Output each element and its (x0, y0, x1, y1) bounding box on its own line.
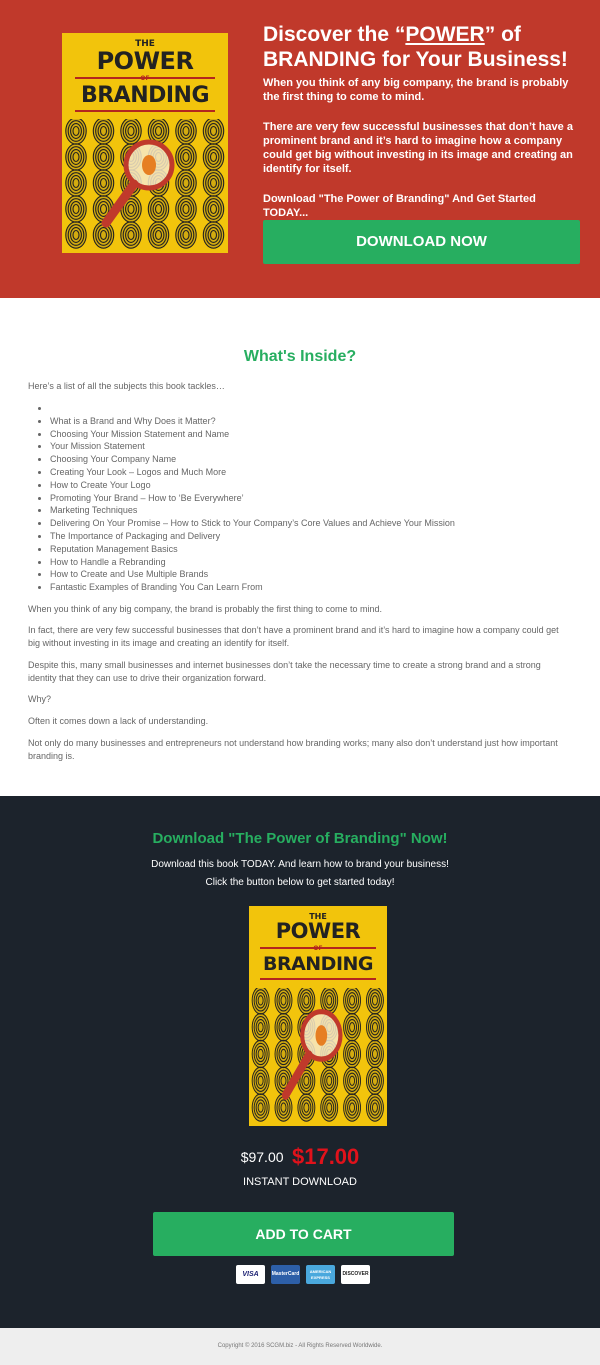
footer (0, 1328, 600, 1365)
cover-the-text: THE (135, 39, 155, 49)
whats-inside-title: What's Inside? (243, 348, 357, 365)
topic-item: • Creating Your Look – Logos and Much More (50, 466, 590, 479)
topic-item: • Marketing Techniques (50, 504, 590, 517)
body-paragraph: Despite this, many small businesses and internet businesses don’t take the necessary time to create a strong brand and a strong identity that they can use to drive their organization forward. (28, 660, 541, 683)
cover-rule (260, 978, 376, 980)
topic-item: • Delivering On Your Promise – How to Stick to Your Company’s Core Values and Achieve Your Mission (50, 517, 590, 530)
body-paragraph: Often it comes down a lack of understanding. (28, 716, 209, 726)
cover-of-text: OF (313, 945, 323, 952)
cover-rule (75, 110, 214, 112)
topic-item: • Choosing Your Company Name (50, 453, 590, 466)
book-cover-image (62, 33, 228, 253)
book-cover-image (249, 906, 387, 1126)
hero-title: Discover the “POWER” of BRANDING for Your Business! (263, 23, 568, 71)
topics-list (50, 402, 590, 594)
payment-cards (236, 1265, 372, 1285)
topic-item: • Your Mission Statement (50, 440, 590, 453)
topic-item: • How to Create and Use Multiple Brands (50, 568, 590, 581)
fingerprints-magnifier-icon (249, 988, 387, 1122)
add-to-cart-button[interactable]: ADD TO CART (153, 1212, 454, 1256)
cover-power-text: POWER (96, 47, 194, 75)
topic-item: • How to Handle a Rebranding (50, 556, 590, 569)
hero-paragraph-2: There are very few successful businesses that don’t have a prominent brand and it’s hard to imagine how a company could get big without investing in its image and creating an identify for itself. (263, 121, 573, 175)
cover-of-text: OF (140, 75, 150, 82)
topic-item: • Reputation Management Basics (50, 543, 590, 556)
old-price: $97.00 (240, 1149, 284, 1165)
body-paragraph: Why? (28, 694, 52, 704)
discover-card-icon: DISCOVER (341, 1265, 370, 1284)
topic-item: • What is a Brand and Why Does it Matter? (50, 415, 590, 428)
download-title: Download "The Power of Branding" Now! (152, 830, 448, 847)
hero-title-power: POWER (405, 23, 485, 46)
fingerprints-magnifier-icon (62, 119, 228, 249)
hero-paragraph-1: When you think of any big company, the brand is probably the first thing to come to mind. (263, 77, 569, 103)
topic-item: • Fantastic Examples of Branding You Can Learn From (50, 581, 590, 594)
cover-branding-text: BRANDING (80, 83, 210, 108)
topic-item: • Promoting Your Brand – How to ‘Be Everywhere’ (50, 492, 590, 505)
download-subtitle-2: Click the button below to get started today! (205, 877, 395, 888)
body-paragraph: Not only do many businesses and entrepreneurs not understand how branding works; many also don’t understand just how important branding is. (28, 738, 558, 761)
body-paragraph: In fact, there are very few successful businesses that don’t have a prominent brand and it’s hard to imagine how a company could get big without investing in its image and creating an identify for itself. (28, 625, 559, 648)
download-now-button[interactable]: DOWNLOAD NOW (263, 220, 580, 264)
whats-inside-intro: Here’s a list of all the subjects this book tackles… (28, 381, 225, 391)
topic-item (50, 402, 590, 415)
topic-item: • Choosing Your Mission Statement and Name (50, 428, 590, 441)
cover-branding-text: BRANDING (262, 953, 374, 975)
price-block (0, 1144, 600, 1170)
download-section (0, 796, 600, 1328)
new-price: $17.00 (291, 1144, 360, 1169)
cover-the-text: THE (309, 912, 327, 921)
topic-item: • How to Create Your Logo (50, 479, 590, 492)
topic-item: • The Importance of Packaging and Delivery (50, 530, 590, 543)
hero-section (0, 0, 600, 298)
download-subtitle-1: Download this book TODAY. And learn how to brand your business! (151, 859, 449, 870)
amex-card-icon: AMERICAN EXPRESS (306, 1265, 335, 1284)
copyright-text: Copyright © 2016 SCGM.biz - All Rights Reserved Worldwide. (217, 1343, 383, 1349)
hero-paragraph-3: Download "The Power of Branding" And Get Started TODAY... (263, 193, 536, 219)
instant-download-label: INSTANT DOWNLOAD (243, 1176, 357, 1188)
visa-card-icon: VISA (236, 1265, 265, 1284)
body-paragraph: When you think of any big company, the brand is probably the first thing to come to mind. (28, 604, 383, 614)
cover-power-text: POWER (275, 919, 361, 943)
mastercard-icon: MasterCard (271, 1265, 300, 1284)
